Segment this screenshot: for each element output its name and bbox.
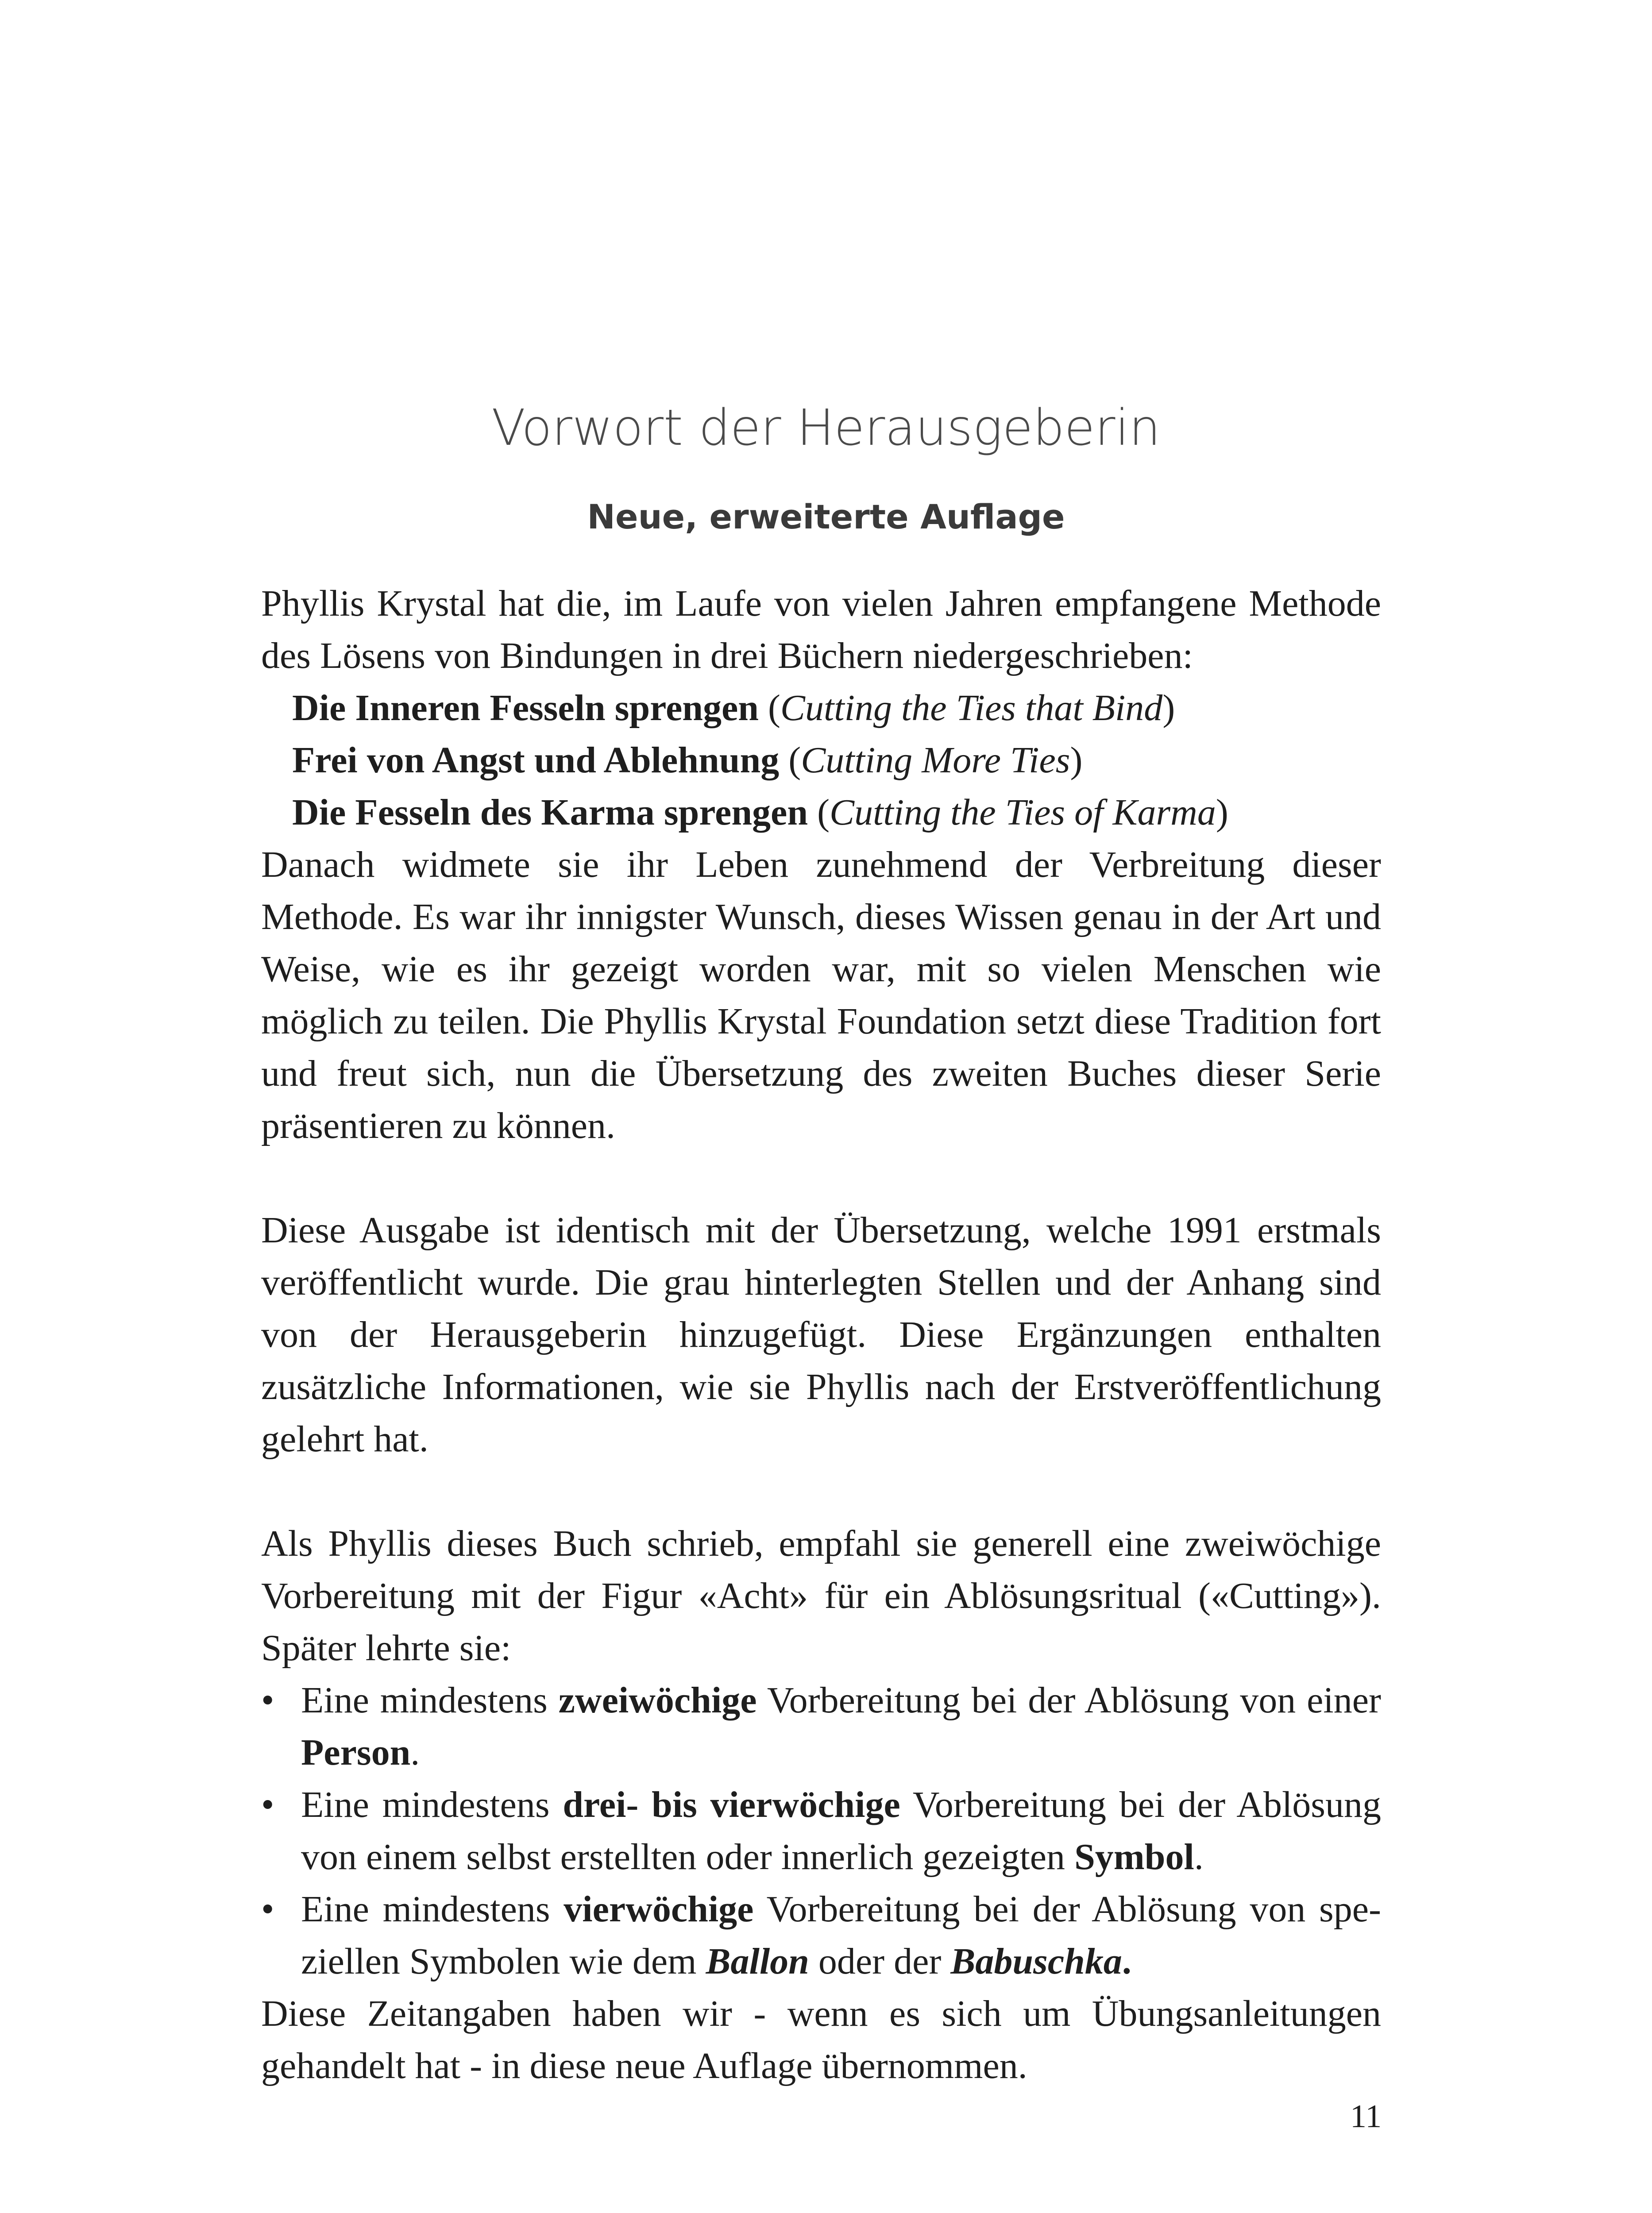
preparation-list [261,1674,1381,1988]
book-title-line: Die Fesseln des Karma sprengen (Cutting the Ties of Karma) [292,792,1228,833]
book-title-line: Frei von Angst und Ablehnung (Cutting More Ties) [292,740,1083,781]
bullet-icon: • [261,1680,274,1721]
paragraph-edition: Diese Ausgabe ist identisch mit der Übersetzung, welche 1991 erstmals veröffentlicht wurde. Die grau hinterlegten Stellen und der Anhang sind von der Herausgeberin hinzugefügt. Diese Ergänzungen enthalten zusätzliche Informationen, wie sie Phyllis nach der Erstveröffentlichung gelehrt hat. [261,1210,1381,1460]
list-item: • Eine mindestens zweiwöchige Vorbereitung bei der Ablösung von einer Person. [261,1674,1381,1779]
book-title: Die Fesseln des Karma sprengen [292,792,808,833]
paragraph-preparation: Als Phyllis dieses Buch schrieb, empfahl sie generell eine zweiwöchige Vorbereitung mit der Figur «Acht» für ein Ablösungsritual («Cutting»). Später lehrte sie: [261,1523,1381,1669]
paragraph-spacer [261,1152,1381,1204]
paragraph-closing: Diese Zeitangaben haben wir - wenn es sich um Übungsanleitungen gehandelt hat - in diese neue Auflage übernommen. [261,1993,1381,2086]
paragraph-intro: Phyllis Krystal hat die, im Laufe von vielen Jahren empfangene Methode des Lösens von Bindungen in drei Büchern niedergeschrieben: [261,583,1381,676]
book-original-title: Cutting the Ties that Bind [780,687,1163,729]
book-title: Die Inneren Fesseln sprengen [292,687,759,729]
page-subtitle: Neue, erweiterte Auflage [587,497,1065,536]
book-original-title: Cutting the Ties of Karma [830,792,1216,833]
bullet-icon: • [261,1784,274,1825]
list-item: • Eine mindestens drei- bis vierwöchige Vorbereitung bei der Ablösung von einem selbst erstellten oder innerlich gezeigten Symbol. [261,1779,1381,1883]
paragraph-foundation: Danach widmete sie ihr Leben zunehmend der Verbreitung dieser Methode. Es war ihr innigster Wunsch, dieses Wissen genau in der Art und Weise, wie es ihr gezeigt worden war, mit so vielen Menschen wie möglich zu teilen. Die Phyllis Krystal Foundation setzt diese Tradition fort und freut sich, nun die Übersetzung des zweiten Buches dieser Serie präsentieren zu können. [261,844,1381,1146]
body-text [261,578,1381,2092]
page-title: Vorwort der Herausgeberin [491,399,1161,457]
paragraph-spacer [261,1465,1381,1518]
list-item: • Eine mindestens vierwöchige Vorbereitung bei der Ablösung von speziellen Symbolen wie dem Ballon oder der Babuschka. [261,1883,1381,1988]
page-number: 11 [1350,2098,1382,2135]
book-original-title: Cutting More Ties [801,740,1070,781]
book-title: Frei von Angst und Ablehnung [292,740,780,781]
bullet-icon: • [261,1889,274,1930]
book-title-line: Die Inneren Fesseln sprengen (Cutting the Ties that Bind) [292,687,1175,729]
